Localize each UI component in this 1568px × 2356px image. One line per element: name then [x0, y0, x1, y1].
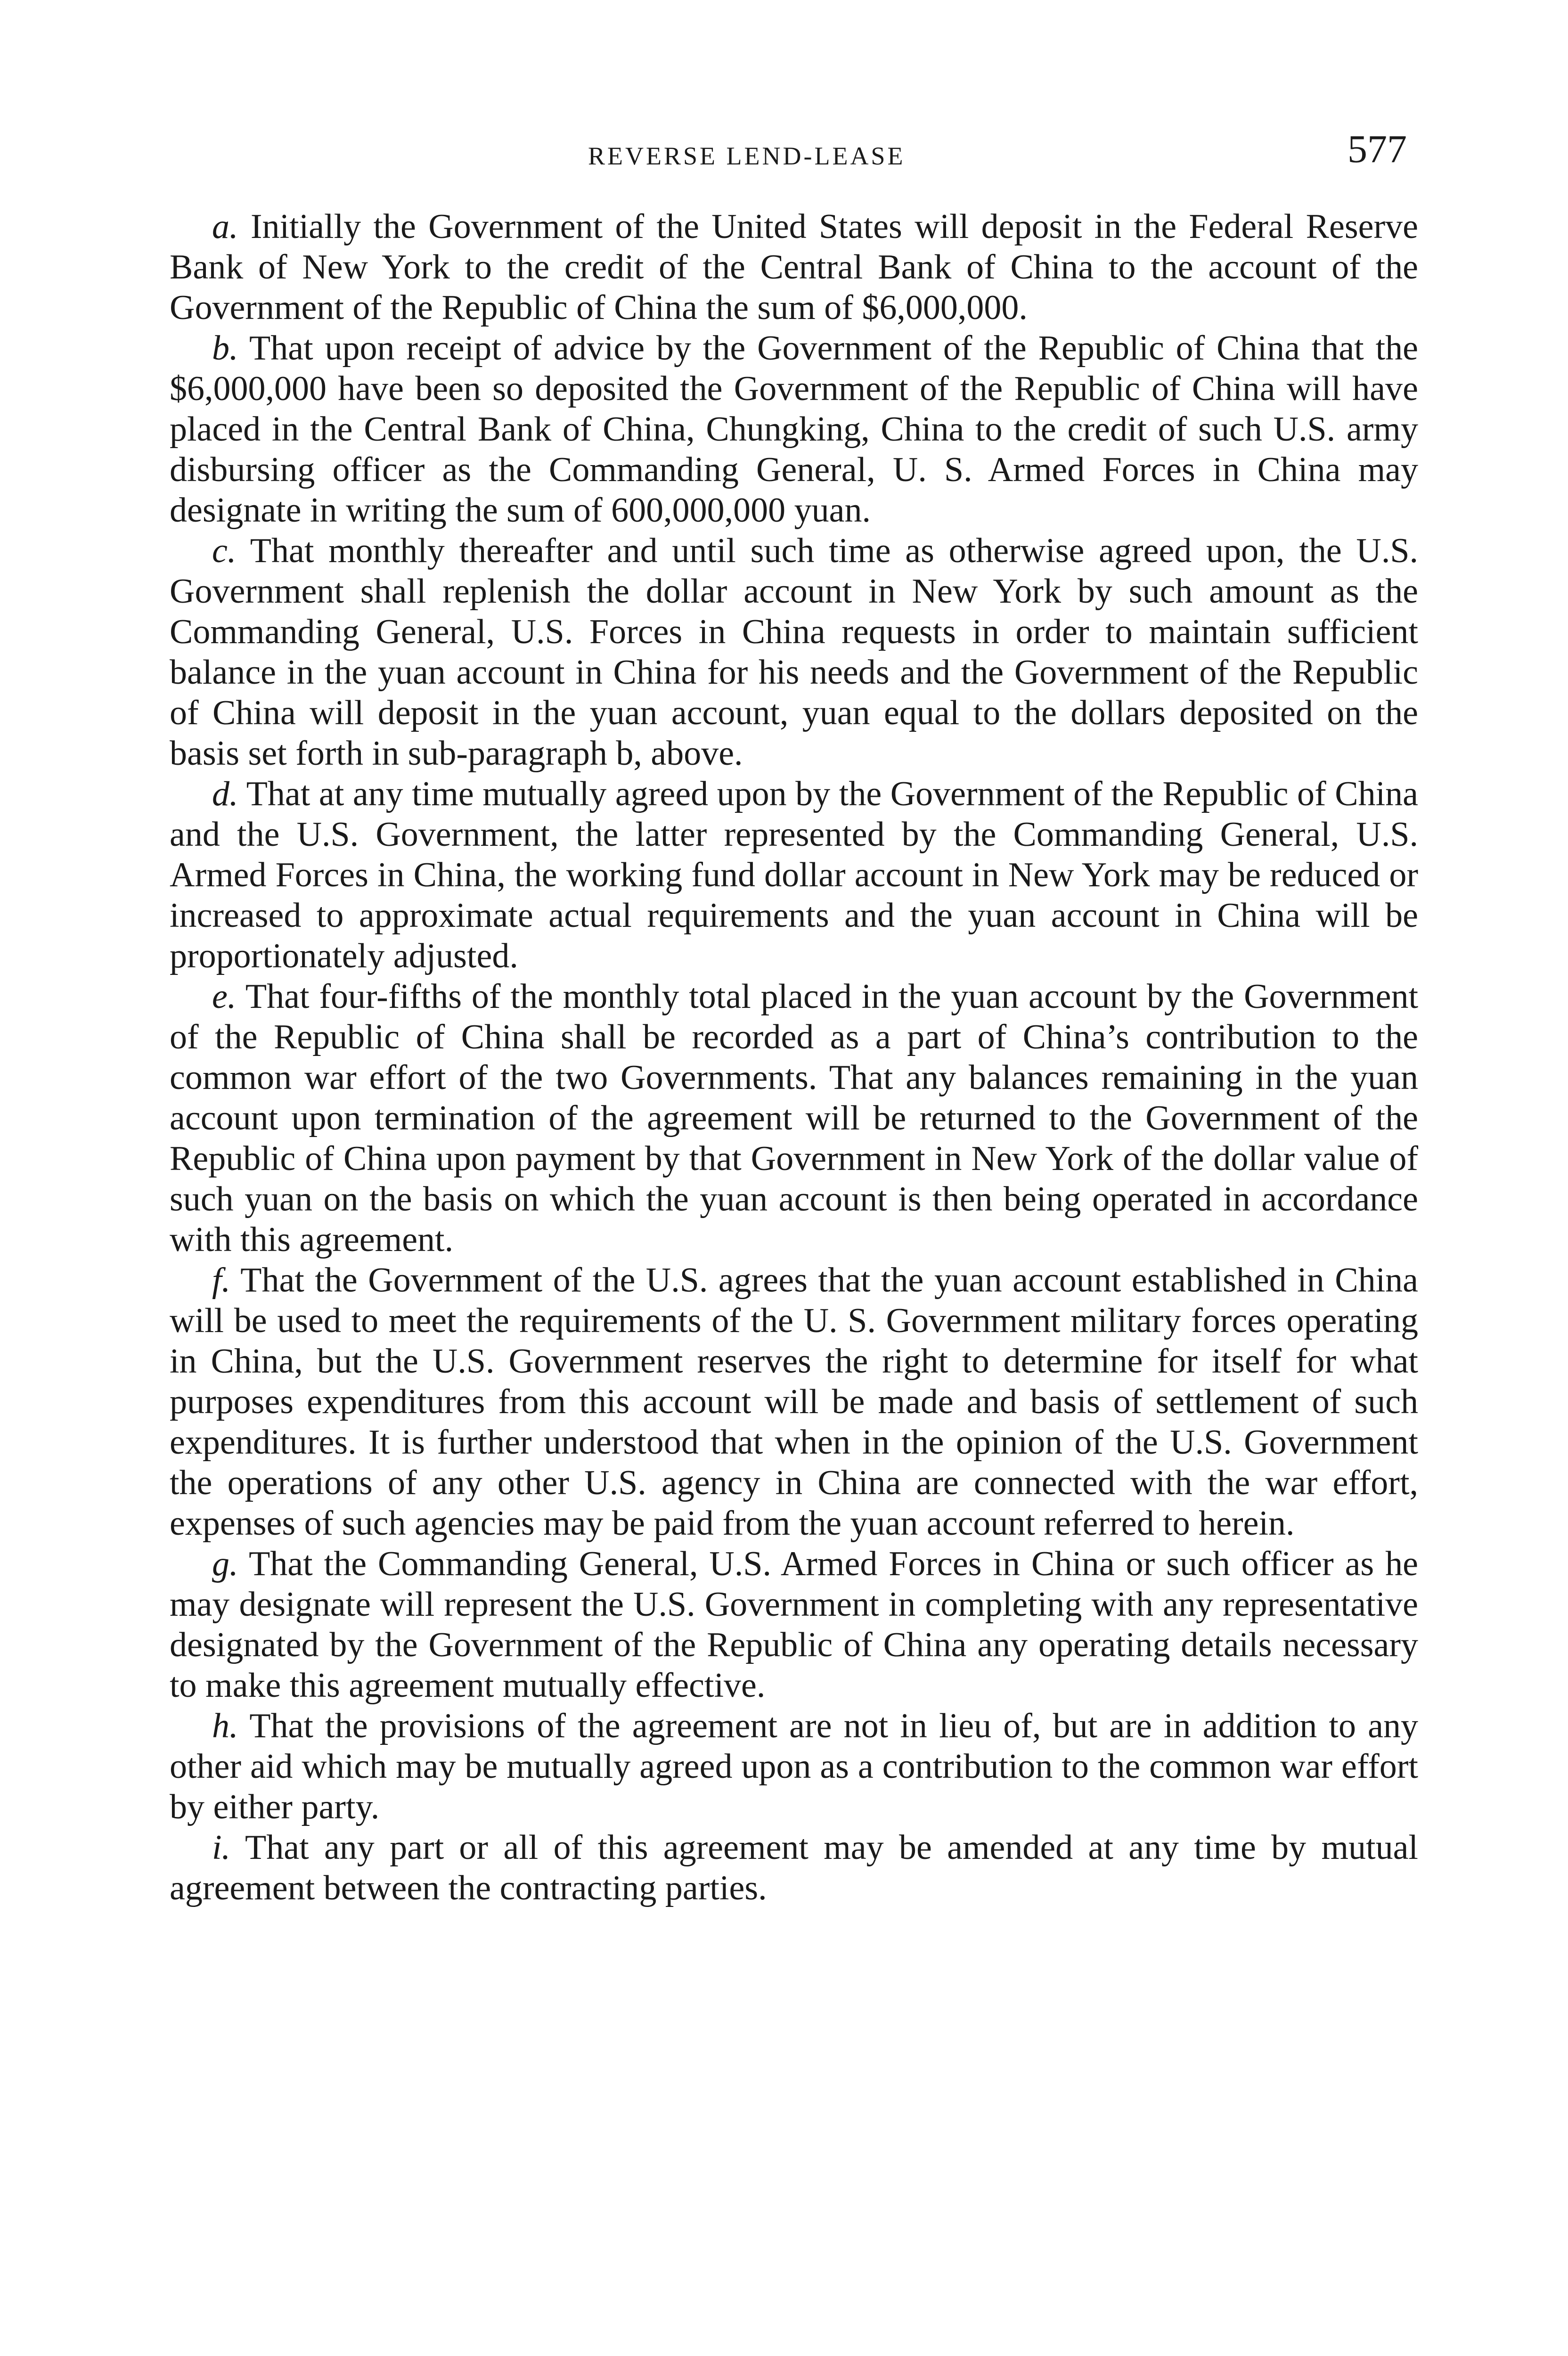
paragraph-text: That the Commanding General, U.S. Armed Forces in China or such officer as he may designate will represent the U.S. Government in completing with any representative designated by the Government of the Republic of China any operating details necessary to make this agreement mutually effective.: [170, 1545, 1418, 1705]
paragraph-text: That the provisions of the agreement are not in lieu of, but are in addition to any other aid which may be mutually agreed upon as a contribution to the common war effort by either party.: [170, 1707, 1418, 1826]
paragraph-i: [170, 1827, 1418, 1908]
paragraph-letter: g.: [212, 1545, 238, 1583]
paragraph-text: That four-fifths of the monthly total placed in the yuan account by the Government of the Republic of China shall be recorded as a part of China’s contribution to the common war effort of the two Governments. That any balances remaining in the yuan account upon termination of the agreement will be returned to the Government of the Republic of China upon payment by that Government in New York of the dollar value of such yuan on the basis on which the yuan account is then being operated in accordance with this agreement.: [170, 977, 1419, 1259]
paragraph-b: [170, 328, 1418, 531]
paragraph-letter: f.: [212, 1261, 231, 1300]
paragraph-e: [170, 976, 1418, 1260]
paragraph-c: [170, 531, 1418, 774]
paragraph-a: [170, 206, 1418, 328]
paragraph-text: That the Government of the U.S. agrees that the yuan account established in China will be used to meet the requirements of the U. S. Government military forces operating in China, but the U.S. Government reserves the right to determine for itself for what purposes expenditures from this account will be made and basis of settlement of such expenditures. It is further understood that when in the opinion of the U.S. Government the operations of any other U.S. agency in China are connected with the war effort, expenses of such agencies may be paid from the yuan account referred to herein.: [170, 1261, 1418, 1543]
paragraph-f: [170, 1260, 1418, 1544]
paragraph-letter: c.: [212, 532, 237, 570]
paragraph-letter: e.: [212, 977, 237, 1016]
paragraph-text: That monthly thereafter and until such time as otherwise agreed upon, the U.S. Government shall replenish the dollar account in New York by such amount as the Commanding General, U.S. Forces in China requests in order to maintain sufficient balance in the yuan account in China for his needs and the Government of the Republic of China will deposit in the yuan account, yuan equal to the dollars deposited on the basis set forth in sub-paragraph b, above.: [170, 532, 1418, 773]
paragraph-text: That upon receipt of advice by the Government of the Republic of China that the $6,000,000 have been so deposited the Government of the Republic of China will have placed in the Central Bank of China, Chungking, China to the credit of such U.S. army disbursing officer as the Commanding General, U. S. Armed Forces in China may designate in writing the sum of 600,000,000 yuan.: [170, 329, 1418, 530]
running-head: REVERSE LEND-LEASE: [588, 142, 906, 170]
paragraph-text: That any part or all of this agreement may be amended at any time by mutual agreement between the contracting parties.: [170, 1828, 1418, 1907]
paragraph-letter: i.: [212, 1828, 231, 1867]
paragraph-g: [170, 1544, 1418, 1706]
paragraph-letter: h.: [212, 1707, 238, 1745]
paragraph-h: [170, 1706, 1418, 1827]
paragraph-letter: b.: [212, 329, 238, 368]
paragraph-text: That at any time mutually agreed upon by the Government of the Republic of China and the U.S. Government, the latter represented by the Commanding General, U.S. Armed Forces in China, the working fund dollar account in New York may be reduced or increased to approximate actual requirements and the yuan account in China will be proportionately adjusted.: [170, 775, 1418, 975]
paragraph-text: Initially the Government of the United States will deposit in the Federal Reserve Bank of New York to the credit of the Central Bank of China to the account of the Government of the Republic of China the sum of $6,000,000.: [170, 207, 1418, 327]
page-number: 577: [1348, 127, 1407, 171]
paragraph-letter: a.: [212, 207, 238, 246]
paragraph-d: [170, 774, 1418, 976]
body-text: [170, 206, 1418, 1908]
paragraph-letter: d.: [212, 775, 238, 813]
